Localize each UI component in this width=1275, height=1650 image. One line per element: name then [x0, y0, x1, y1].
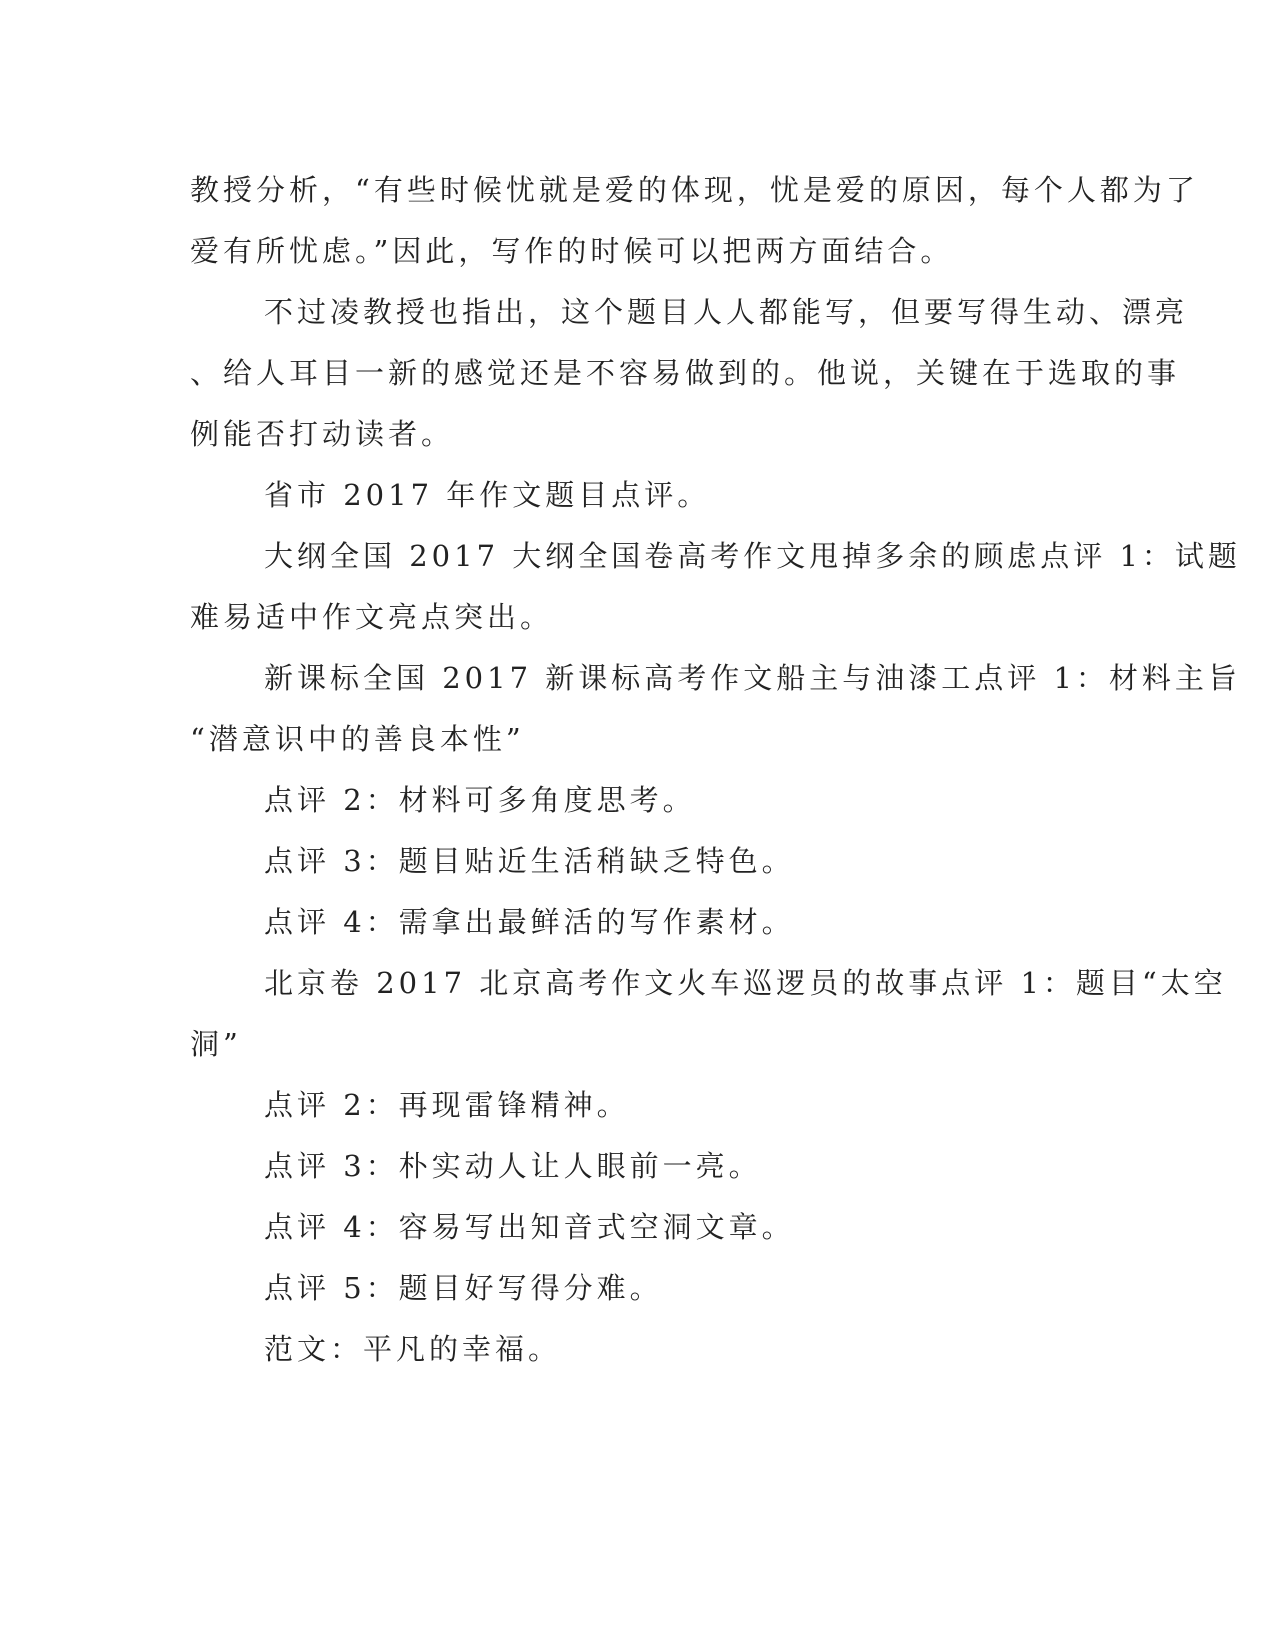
text-line-4: 、给人耳目一新的感觉还是不容易做到的。他说，关键在于选取的事 [190, 356, 1181, 390]
text-line-7: 大纲全国 2017 大纲全国卷高考作文甩掉多余的顾虑点评 1：试题 [264, 539, 1241, 573]
text-line-10: “潜意识中的善良本性” [190, 722, 525, 756]
text-line-16: 点评 2：再现雷锋精神。 [264, 1088, 630, 1122]
document-body [190, 160, 1241, 1380]
text-line-18: 点评 4：容易写出知音式空洞文章。 [264, 1210, 795, 1244]
text-line-11: 点评 2：材料可多角度思考。 [264, 783, 696, 817]
text-line-20: 范文：平凡的幸福。 [264, 1332, 562, 1366]
text-line-12: 点评 3：题目贴近生活稍缺乏特色。 [264, 844, 795, 878]
text-line-5: 例能否打动读者。 [190, 417, 455, 451]
text-line-3: 不过凌教授也指出，这个题目人人都能写，但要写得生动、漂亮 [264, 295, 1189, 329]
text-line-6: 省市 2017 年作文题目点评。 [264, 478, 711, 512]
text-line-14: 北京卷 2017 北京高考作文火车巡逻员的故事点评 1：题目“太空 [264, 966, 1227, 1000]
text-line-17: 点评 3：朴实动人让人眼前一亮。 [264, 1149, 762, 1183]
text-line-9: 新课标全国 2017 新课标高考作文船主与油漆工点评 1：材料主旨 [264, 661, 1241, 695]
text-line-8: 难易适中作文亮点突出。 [190, 600, 554, 634]
text-line-13: 点评 4：需拿出最鲜活的写作素材。 [264, 905, 795, 939]
text-line-19: 点评 5：题目好写得分难。 [264, 1271, 663, 1305]
text-line-15: 洞” [190, 1027, 242, 1061]
text-line-2: 爱有所忧虑。”因此，写作的时候可以把两方面结合。 [190, 234, 954, 268]
text-line-1: 教授分析，“有些时候忧就是爱的体现，忧是爱的原因，每个人都为了 [190, 173, 1199, 207]
